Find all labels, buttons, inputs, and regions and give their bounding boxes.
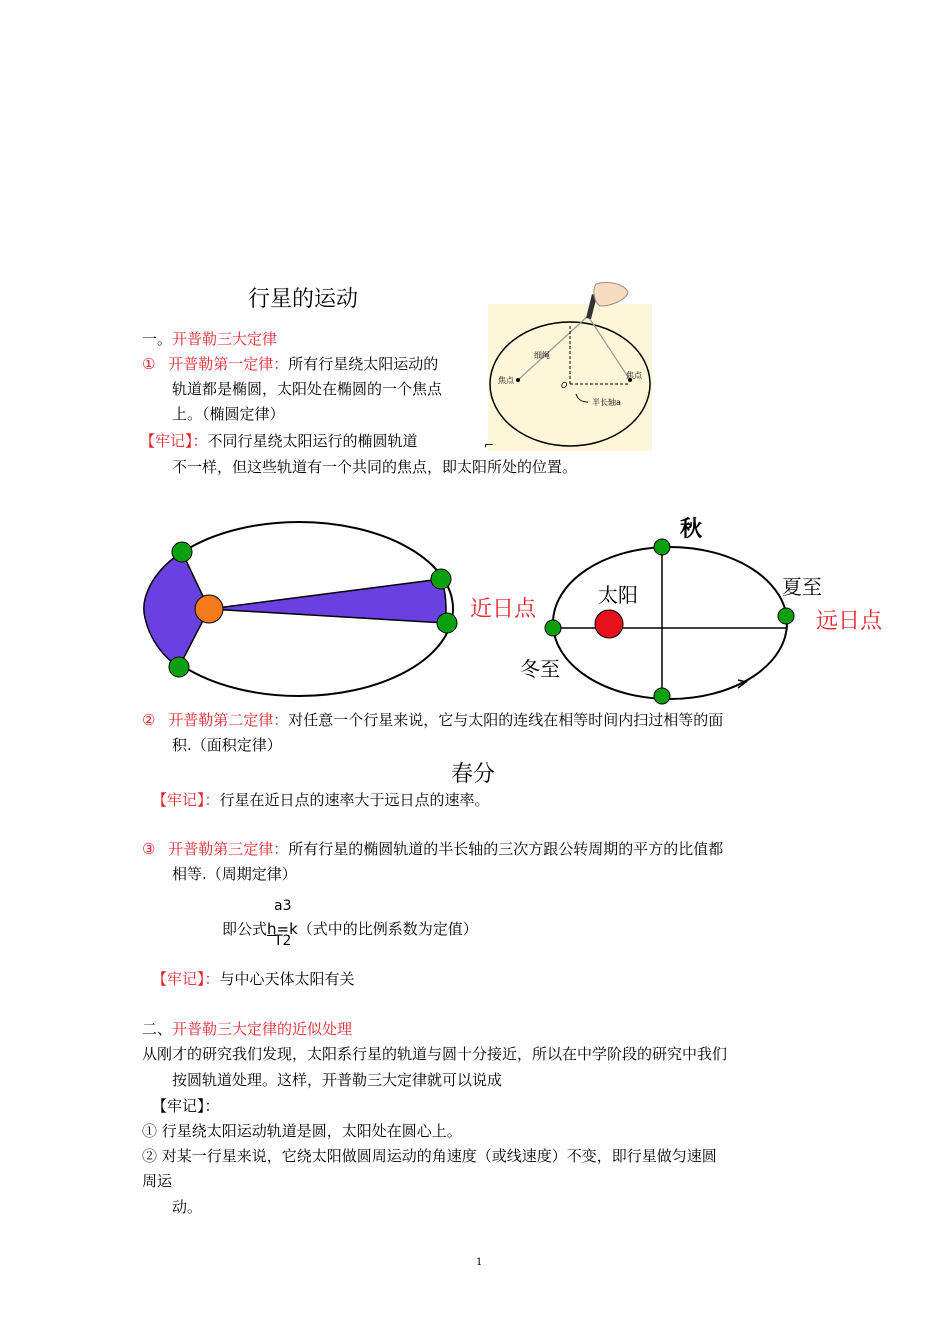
right-orbit-ellipse [553,547,787,699]
hand-icon [594,282,628,306]
section1-heading-prefix: 一。 [142,330,173,348]
label-string: 细绳 [534,351,550,360]
section1-heading [142,328,277,349]
label-summer: 夏至 [782,575,822,599]
section2-item2-line2: 周运 [142,1172,173,1190]
label-semi-major: 半长轴a [592,398,621,407]
label-spring: 春分 [451,762,496,787]
sun-red-icon [595,610,623,638]
section2-para-line1: 从刚才的研究我们发现，太阳系行星的轨道与圆十分接近，所以在中学阶段的研究中我们 [142,1045,728,1063]
formula-prefix: 即公式 [222,920,268,938]
note2 [152,789,490,810]
note3 [152,968,355,989]
label-focus-left: 焦点 [498,376,514,385]
section2-heading-text: 开普勒三大定律的近似处理 [172,1020,353,1038]
planet-dot-winter [545,620,561,636]
page-title: 行星的运动 [248,287,359,312]
law1-text-line2: 轨道都是椭圆，太阳处在椭圆的一个焦点 [172,380,443,398]
note1-tag: 【牢记】： [140,432,208,450]
section1-heading-text: 开普勒三大定律 [172,330,278,348]
law1-line1 [142,353,438,374]
focus-left-dot [516,378,520,382]
formula-line [222,918,478,939]
section2-heading-prefix: 二、 [142,1020,173,1038]
label-winter: 冬至 [520,657,560,681]
planet-dot-top-right [431,569,451,589]
formula-middle: h [267,920,277,938]
label-sun: 太阳 [598,583,638,607]
note1-text-line1: 不同行星绕太阳运行的椭圆轨道 [207,432,418,450]
planet-dot-bottom-left [169,657,189,677]
section2-item1: ① 行星绕太阳运动轨道是圆，太阳处在圆心上。 [142,1122,462,1140]
law3-text-line1: 所有行星的椭圆轨道的半长轴的三次方跟公转周期的平方的比值都 [288,840,724,858]
note1-line1 [140,430,418,451]
planet-dot-bottom-right [437,613,457,633]
law3-marker: ③ [142,840,156,858]
law3-text-line2: 相等.（周期定律） [172,865,297,883]
planet-dot-spring [654,688,670,704]
label-perihelion-right: 远日点 [816,609,883,634]
law1-marker: ① [142,355,156,373]
corner-mark: ⌐ [484,438,495,452]
law2-line1 [142,709,723,730]
law2-text-line1: 对任意一个行星来说，它与太阳的连线在相等时间内扫过相等的面 [288,711,724,729]
planet-dot-autumn [654,539,670,555]
law2-name: 开普勒第二定律： [168,711,289,729]
law1-text-line1: 所有行星绕太阳运动的 [288,355,439,373]
law1-name: 开普勒第一定律： [168,355,289,373]
section2-item2-line3: 动。 [172,1198,203,1216]
label-perihelion-left: 近日点 [470,597,537,622]
label-autumn: 秋 [680,517,703,542]
sun-orange-icon [195,595,223,623]
note2-text: 行星在近日点的速率大于远日点的速率。 [219,791,490,809]
note3-text: 与中心天体太阳有关 [219,970,355,988]
ellipse-drawing-figure [488,276,652,451]
section2-item2-line1: ② 对某一行星来说，它绕太阳做圆周运动的角速度（或线速度）不变，即行星做匀速圆 [142,1147,717,1165]
label-focus-right: 焦点 [626,371,642,380]
note3-tag: 【牢记】： [152,970,220,988]
label-center: O [561,381,568,390]
planet-dot-summer [778,608,794,624]
note2-tag: 【牢记】： [152,791,220,809]
law3-name: 开普勒第三定律： [168,840,289,858]
formula-equals: =k [276,920,298,938]
law2-marker: ② [142,711,156,729]
law1-text-line3: 上。（椭圆定律） [172,405,285,423]
formula-numerator: a3 [274,898,292,914]
formula-denominator: T2 [274,933,292,949]
section2-note-tag: 【牢记】： [152,1097,220,1115]
law3-line1 [142,838,723,859]
section2-heading [142,1018,352,1039]
law2-text-line2: 积.（面积定律） [172,736,282,754]
page-number: 1 [476,1257,483,1268]
section2-para-line2: 按圆轨道处理。这样，开普勒三大定律就可以说成 [172,1071,503,1089]
orbit-figures [140,510,900,710]
note1-text-line2: 不一样，但这些轨道有一个共同的焦点，即太阳所处的位置。 [172,458,578,476]
formula-suffix: （式中的比例系数为定值） [297,920,478,938]
planet-dot-top-left [172,542,192,562]
